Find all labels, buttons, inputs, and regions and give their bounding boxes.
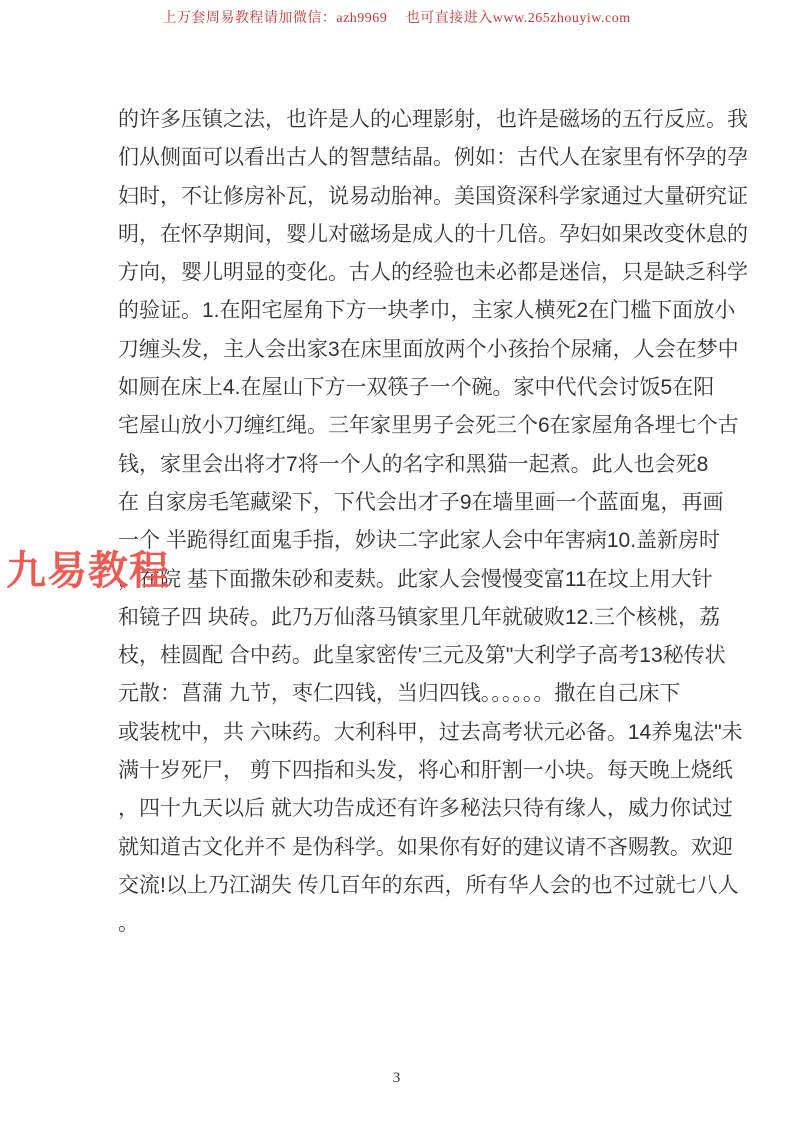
body-text-line: 的验证。1.在阳宅屋角下方一块孝巾，主家人横死2在门槛下面放小	[118, 299, 736, 323]
header-promo-text: 上万套周易教程请加微信：azh9969 也可直接进入www.265zhouyiw.com	[162, 11, 631, 26]
body-text-line: 元散：菖蒲 九节，枣仁四钱，当归四钱。。。。。。撒在自己床下	[118, 682, 681, 706]
body-text-line: 刀缠头发，主人会出家3在床里面放两个小孩抬个尿痛，人会在梦中	[118, 337, 739, 361]
body-text-line: 交流!以上乃江湖失 传几百年的东西，所有华人会的也不过就七八人	[118, 873, 739, 897]
body-text-line: 明，在怀孕期间，婴儿对磁场是成人的十几倍。孕妇如果改变休息的	[118, 222, 748, 246]
body-text-line: 和镜子四 块砖。此乃万仙落马镇家里几年就破败12.三个核桃，荔	[118, 605, 721, 629]
body-text-line: 就知道古文化并不 是伪科学。如果你有好的建议请不吝赐教。欢迎	[118, 835, 733, 859]
body-text-line: 方向，婴儿明显的变化。古人的经验也未必都是迷信，只是缺乏科学	[118, 261, 748, 285]
body-text-line: 在 自家房毛笔藏梁下，下代会出才子9在墙里画一个蓝面鬼，再画	[118, 490, 724, 514]
body-text-line: 或装枕中，共 六味药。大利科甲，过去高考状元必备。14养鬼法"未	[118, 720, 743, 744]
body-text-line: 妇时，不让修房补瓦，说易动胎神。美国资深科学家通过大量研究证	[118, 184, 748, 208]
body-text-line: ，四十九天以后 就大功告成还有许多秘法只待有缘人，威力你试过	[118, 797, 733, 821]
body-text-line: 如厕在床上4.在屋山下方一双筷子一个碗。家中代代会讨饭5在阳	[118, 376, 715, 400]
body-text-line: 枝，桂圆配 合中药。此皇家密传'三元及第"大利学子高考13秘传状	[118, 644, 726, 668]
body-text-line: 。	[118, 912, 139, 936]
body-text-line: 们从侧面可以看出古人的智慧结晶。例如：古代人在家里有怀孕的孕	[118, 146, 748, 170]
body-text-line: 一个 半跪得红面鬼手指，妙诀二字此家人会中年害病10.盖新房时	[118, 529, 721, 553]
body-text-line: 的许多压镇之法，也许是人的心理影射，也许是磁场的五行反应。我	[118, 108, 748, 131]
body-text-line: 宅屋山放小刀缠红绳。三年家里男子会死三个6在家屋角各埋七个古	[118, 414, 739, 438]
page-number: 3	[392, 1070, 401, 1086]
body-text-line: ，在院 基下面撒朱砂和麦麸。此家人会慢慢变富11在坟上用大针	[118, 567, 713, 591]
body-text-line: 满十岁死尸， 剪下四指和头发，将心和肝割一小块。每天晚上烧纸	[118, 759, 733, 783]
body-text-line: 钱，家里会出将才7将一个人的名字和黑猫一起煮。此人也会死8	[118, 452, 709, 476]
watermark-text: 九易教程	[6, 549, 170, 593]
body-paragraph	[118, 101, 748, 944]
